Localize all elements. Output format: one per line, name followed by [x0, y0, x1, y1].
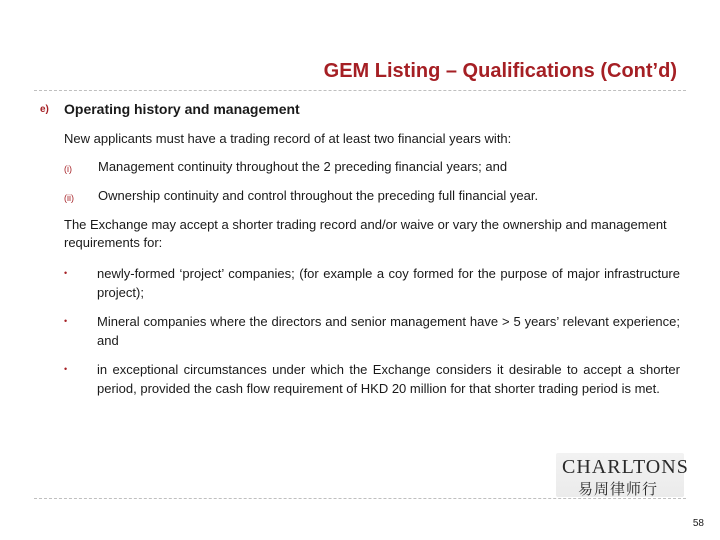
numbered-item-text: Management continuity throughout the 2 preceding financial years; and [98, 159, 508, 174]
logo-name: CHARLTONS [562, 456, 689, 478]
section-heading: Operating history and management [64, 101, 300, 117]
intro-paragraph: New applicants must have a trading record of at least two financial years with: [64, 131, 512, 146]
bullet-icon: • [64, 364, 68, 374]
bullet-icon: • [64, 268, 68, 278]
charltons-logo [556, 453, 689, 498]
bullet-icon: • [64, 316, 68, 326]
exchange-paragraph: The Exchange may accept a shorter trading record and/or waive or vary the ownership and management requirements for: [64, 217, 667, 250]
logo-chinese-name: 易周律师行 [578, 481, 659, 498]
bullet-text: newly-formed ‘project’ companies; (for example a coy formed for the purpose of major infrastructure project); [97, 266, 680, 300]
slide-title: GEM Listing – Qualifications (Cont’d) [323, 60, 677, 82]
top-divider [34, 90, 686, 91]
page-number: 58 [692, 518, 704, 529]
numbered-item-label: (i) [64, 164, 72, 174]
numbered-item-label: (ii) [64, 193, 74, 203]
numbered-item-text: Ownership continuity and control throughout the preceding full financial year. [98, 188, 539, 203]
bullet-text: Mineral companies where the directors and senior management have > 5 years’ relevant experience; and [97, 314, 680, 348]
bottom-divider [34, 498, 686, 499]
section-marker: e) [40, 104, 49, 115]
bullet-text: in exceptional circumstances under which the Exchange considers it desirable to accept a shorter period, provided the cash flow requirement of HKD 20 million for that shorter trading period is met. [97, 362, 680, 396]
